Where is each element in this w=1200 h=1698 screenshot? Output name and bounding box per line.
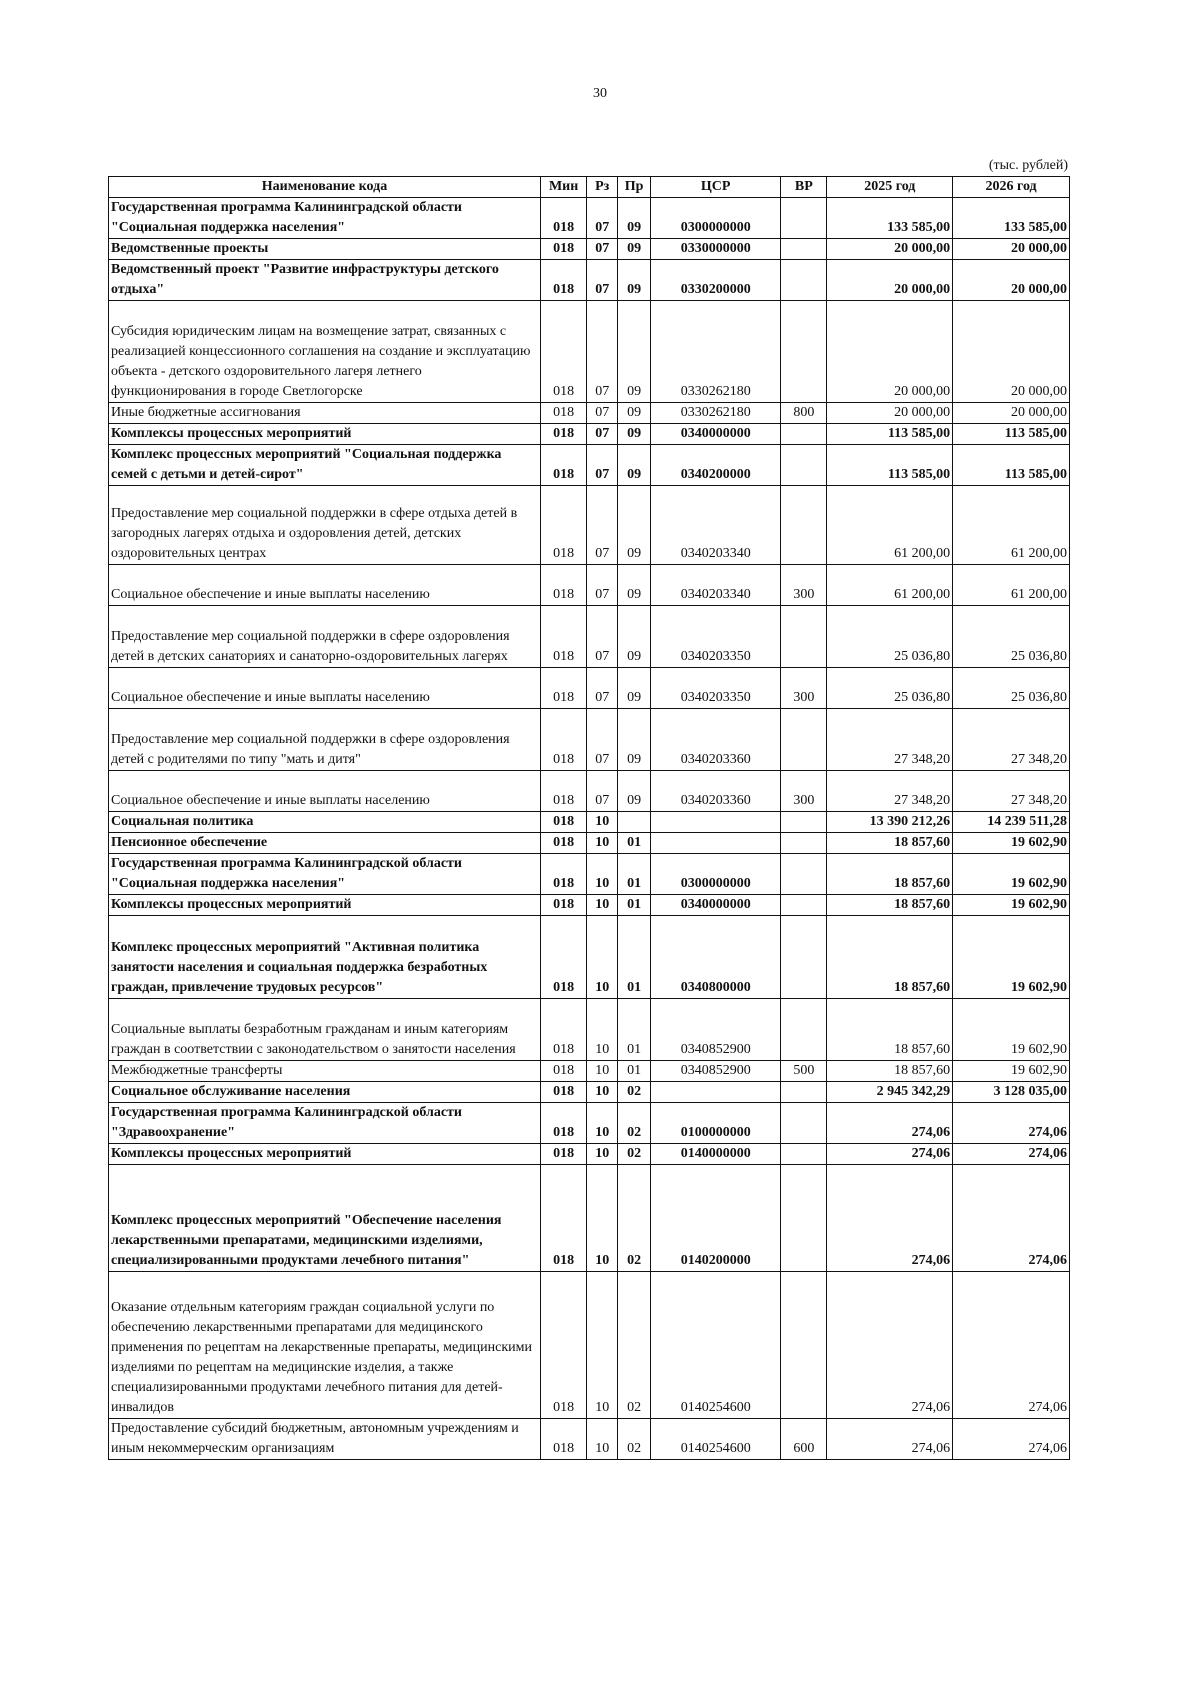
cell-csr: 0340203350 xyxy=(651,606,781,668)
cell-vr xyxy=(781,1103,827,1144)
cell-csr: 0340203340 xyxy=(651,486,781,565)
cell-min: 018 xyxy=(541,239,587,260)
table-row xyxy=(109,895,1070,916)
column-header: ВР xyxy=(781,177,827,198)
cell-y2026: 27 348,20 xyxy=(953,771,1070,812)
cell-min: 018 xyxy=(541,1103,587,1144)
table-row xyxy=(109,1103,1070,1144)
cell-name: Социальное обеспечение и иные выплаты населению xyxy=(109,668,541,709)
table-row xyxy=(109,1082,1070,1103)
cell-min: 018 xyxy=(541,833,587,854)
cell-vr xyxy=(781,486,827,565)
cell-min: 018 xyxy=(541,1419,587,1460)
cell-y2025: 20 000,00 xyxy=(827,239,953,260)
cell-csr xyxy=(651,833,781,854)
cell-y2025: 18 857,60 xyxy=(827,895,953,916)
cell-min: 018 xyxy=(541,854,587,895)
cell-vr: 300 xyxy=(781,668,827,709)
cell-csr xyxy=(651,1082,781,1103)
table-row xyxy=(109,403,1070,424)
cell-rz: 07 xyxy=(587,606,618,668)
cell-vr xyxy=(781,833,827,854)
column-header: 2025 год xyxy=(827,177,953,198)
units-note: (тыс. рублей) xyxy=(988,158,1068,173)
cell-name: Социальная политика xyxy=(109,812,541,833)
table-row xyxy=(109,260,1070,301)
cell-y2025: 274,06 xyxy=(827,1272,953,1419)
table-row xyxy=(109,812,1070,833)
cell-y2025: 113 585,00 xyxy=(827,445,953,486)
cell-rz: 07 xyxy=(587,486,618,565)
cell-name: Предоставление мер социальной поддержки в сфере отдыха детей в загородных лагерях отдыха и оздоровления детей, детских оздоровительных центрах xyxy=(109,486,541,565)
cell-y2026: 61 200,00 xyxy=(953,486,1070,565)
cell-csr: 0340203340 xyxy=(651,565,781,606)
cell-name: Иные бюджетные ассигнования xyxy=(109,403,541,424)
cell-min: 018 xyxy=(541,916,587,999)
cell-csr: 0340000000 xyxy=(651,424,781,445)
cell-y2026: 274,06 xyxy=(953,1144,1070,1165)
cell-pr: 01 xyxy=(618,999,651,1061)
cell-vr xyxy=(781,812,827,833)
table-row xyxy=(109,1061,1070,1082)
cell-csr: 0140254600 xyxy=(651,1272,781,1419)
cell-name: Комплекс процессных мероприятий "Социальная поддержка семей с детьми и детей-сирот" xyxy=(109,445,541,486)
cell-y2025: 274,06 xyxy=(827,1103,953,1144)
cell-y2026: 20 000,00 xyxy=(953,403,1070,424)
cell-min: 018 xyxy=(541,565,587,606)
cell-vr: 300 xyxy=(781,771,827,812)
cell-name: Социальное обеспечение и иные выплаты населению xyxy=(109,771,541,812)
cell-rz: 07 xyxy=(587,565,618,606)
table-row xyxy=(109,486,1070,565)
cell-csr: 0100000000 xyxy=(651,1103,781,1144)
cell-name: Субсидия юридическим лицам на возмещение затрат, связанных с реализацией концессионного соглашения на создание и эксплуатацию объекта - детского оздоровительного лагеря летнего функционирования в городе Светлогорске xyxy=(109,301,541,403)
cell-y2025: 133 585,00 xyxy=(827,198,953,239)
cell-name: Государственная программа Калининградской области "Здравоохранение" xyxy=(109,1103,541,1144)
cell-y2026: 20 000,00 xyxy=(953,239,1070,260)
cell-min: 018 xyxy=(541,895,587,916)
cell-pr: 01 xyxy=(618,1061,651,1082)
cell-y2026: 19 602,90 xyxy=(953,833,1070,854)
cell-vr: 500 xyxy=(781,1061,827,1082)
cell-csr: 0340852900 xyxy=(651,1061,781,1082)
cell-rz: 07 xyxy=(587,709,618,771)
cell-pr: 01 xyxy=(618,833,651,854)
table-row xyxy=(109,668,1070,709)
cell-name: Комплекс процессных мероприятий "Обеспечение населения лекарственными препаратами, медицинскими изделиями, специализированными продуктами лечебного питания" xyxy=(109,1165,541,1272)
cell-rz: 07 xyxy=(587,301,618,403)
table-row xyxy=(109,198,1070,239)
cell-pr: 02 xyxy=(618,1144,651,1165)
cell-csr: 0330000000 xyxy=(651,239,781,260)
column-header: 2026 год xyxy=(953,177,1070,198)
cell-y2025: 18 857,60 xyxy=(827,833,953,854)
cell-csr: 0340203350 xyxy=(651,668,781,709)
cell-pr: 09 xyxy=(618,606,651,668)
cell-rz: 07 xyxy=(587,668,618,709)
cell-vr xyxy=(781,301,827,403)
cell-csr: 0300000000 xyxy=(651,198,781,239)
cell-pr: 09 xyxy=(618,668,651,709)
cell-min: 018 xyxy=(541,403,587,424)
column-header: Пр xyxy=(618,177,651,198)
cell-y2025: 20 000,00 xyxy=(827,260,953,301)
cell-rz: 10 xyxy=(587,854,618,895)
cell-pr: 09 xyxy=(618,486,651,565)
cell-name: Межбюджетные трансферты xyxy=(109,1061,541,1082)
cell-vr xyxy=(781,445,827,486)
cell-rz: 10 xyxy=(587,812,618,833)
page-number: 30 xyxy=(593,86,607,101)
cell-pr: 01 xyxy=(618,916,651,999)
cell-y2026: 133 585,00 xyxy=(953,198,1070,239)
cell-csr: 0340200000 xyxy=(651,445,781,486)
cell-min: 018 xyxy=(541,1272,587,1419)
cell-y2025: 27 348,20 xyxy=(827,771,953,812)
cell-rz: 10 xyxy=(587,1419,618,1460)
cell-name: Социальные выплаты безработным гражданам и иным категориям граждан в соответствии с законодательством о занятости населения xyxy=(109,999,541,1061)
cell-y2026: 20 000,00 xyxy=(953,301,1070,403)
cell-pr: 09 xyxy=(618,771,651,812)
cell-rz: 07 xyxy=(587,771,618,812)
cell-y2026: 19 602,90 xyxy=(953,854,1070,895)
cell-y2025: 27 348,20 xyxy=(827,709,953,771)
cell-csr: 0340800000 xyxy=(651,916,781,999)
table-row xyxy=(109,1144,1070,1165)
cell-y2026: 25 036,80 xyxy=(953,668,1070,709)
cell-y2026: 19 602,90 xyxy=(953,895,1070,916)
cell-name: Социальное обслуживание населения xyxy=(109,1082,541,1103)
cell-pr: 02 xyxy=(618,1272,651,1419)
cell-name: Государственная программа Калининградской области "Социальная поддержка населения" xyxy=(109,198,541,239)
cell-csr: 0330262180 xyxy=(651,301,781,403)
cell-pr: 02 xyxy=(618,1165,651,1272)
cell-csr: 0300000000 xyxy=(651,854,781,895)
cell-csr: 0340852900 xyxy=(651,999,781,1061)
cell-vr xyxy=(781,999,827,1061)
cell-name: Комплексы процессных мероприятий xyxy=(109,895,541,916)
cell-vr xyxy=(781,260,827,301)
cell-min: 018 xyxy=(541,812,587,833)
cell-min: 018 xyxy=(541,999,587,1061)
cell-vr xyxy=(781,606,827,668)
cell-vr xyxy=(781,1082,827,1103)
cell-pr: 09 xyxy=(618,424,651,445)
cell-vr xyxy=(781,239,827,260)
cell-rz: 07 xyxy=(587,403,618,424)
table-row xyxy=(109,301,1070,403)
table-row xyxy=(109,771,1070,812)
column-header: Мин xyxy=(541,177,587,198)
cell-pr: 09 xyxy=(618,403,651,424)
cell-rz: 10 xyxy=(587,1144,618,1165)
cell-rz: 07 xyxy=(587,198,618,239)
cell-csr: 0330200000 xyxy=(651,260,781,301)
cell-pr: 01 xyxy=(618,854,651,895)
cell-min: 018 xyxy=(541,771,587,812)
cell-min: 018 xyxy=(541,1082,587,1103)
cell-pr: 09 xyxy=(618,260,651,301)
cell-name: Оказание отдельным категориям граждан социальной услуги по обеспечению лекарственными препаратами для медицинского применения по рецептам на лекарственные препараты, медицинскими изделиями по рецептам на медицинские изделия, а также специализированными продуктами лечебного питания для детей-инвалидов xyxy=(109,1272,541,1419)
cell-name: Пенсионное обеспечение xyxy=(109,833,541,854)
cell-pr: 02 xyxy=(618,1082,651,1103)
table-row xyxy=(109,606,1070,668)
cell-vr xyxy=(781,916,827,999)
cell-rz: 10 xyxy=(587,1061,618,1082)
cell-y2026: 19 602,90 xyxy=(953,1061,1070,1082)
cell-vr xyxy=(781,198,827,239)
cell-min: 018 xyxy=(541,445,587,486)
cell-y2025: 274,06 xyxy=(827,1144,953,1165)
cell-vr xyxy=(781,854,827,895)
cell-y2026: 274,06 xyxy=(953,1165,1070,1272)
cell-csr: 0340000000 xyxy=(651,895,781,916)
cell-y2026: 274,06 xyxy=(953,1419,1070,1460)
cell-y2026: 3 128 035,00 xyxy=(953,1082,1070,1103)
cell-pr: 09 xyxy=(618,709,651,771)
cell-vr xyxy=(781,1144,827,1165)
cell-csr: 0340203360 xyxy=(651,709,781,771)
cell-csr: 0140254600 xyxy=(651,1419,781,1460)
cell-y2025: 18 857,60 xyxy=(827,854,953,895)
cell-min: 018 xyxy=(541,301,587,403)
cell-y2025: 61 200,00 xyxy=(827,486,953,565)
cell-y2026: 14 239 511,28 xyxy=(953,812,1070,833)
cell-y2026: 25 036,80 xyxy=(953,606,1070,668)
cell-vr xyxy=(781,895,827,916)
cell-csr: 0140000000 xyxy=(651,1144,781,1165)
cell-rz: 10 xyxy=(587,833,618,854)
cell-y2025: 25 036,80 xyxy=(827,606,953,668)
table-row xyxy=(109,424,1070,445)
cell-rz: 07 xyxy=(587,424,618,445)
cell-rz: 10 xyxy=(587,1272,618,1419)
cell-rz: 10 xyxy=(587,1103,618,1144)
table-row xyxy=(109,854,1070,895)
cell-min: 018 xyxy=(541,709,587,771)
cell-csr xyxy=(651,812,781,833)
cell-y2026: 274,06 xyxy=(953,1103,1070,1144)
cell-y2026: 20 000,00 xyxy=(953,260,1070,301)
cell-y2025: 20 000,00 xyxy=(827,403,953,424)
cell-y2025: 2 945 342,29 xyxy=(827,1082,953,1103)
cell-vr: 300 xyxy=(781,565,827,606)
cell-min: 018 xyxy=(541,486,587,565)
cell-rz: 10 xyxy=(587,916,618,999)
table-row xyxy=(109,916,1070,999)
cell-rz: 10 xyxy=(587,1082,618,1103)
cell-min: 018 xyxy=(541,424,587,445)
cell-pr: 09 xyxy=(618,301,651,403)
table-row xyxy=(109,1165,1070,1272)
cell-y2025: 25 036,80 xyxy=(827,668,953,709)
cell-pr: 02 xyxy=(618,1419,651,1460)
table-row xyxy=(109,445,1070,486)
cell-y2026: 113 585,00 xyxy=(953,424,1070,445)
cell-min: 018 xyxy=(541,668,587,709)
cell-name: Предоставление мер социальной поддержки в сфере оздоровления детей с родителями по типу "мать и дитя" xyxy=(109,709,541,771)
cell-y2025: 274,06 xyxy=(827,1419,953,1460)
table-row xyxy=(109,565,1070,606)
cell-vr: 600 xyxy=(781,1419,827,1460)
cell-y2025: 113 585,00 xyxy=(827,424,953,445)
cell-y2026: 19 602,90 xyxy=(953,916,1070,999)
cell-min: 018 xyxy=(541,260,587,301)
cell-rz: 07 xyxy=(587,260,618,301)
table-header-row xyxy=(109,177,1070,198)
budget-table xyxy=(108,176,1070,1460)
cell-pr: 09 xyxy=(618,198,651,239)
table-row xyxy=(109,239,1070,260)
cell-vr xyxy=(781,424,827,445)
cell-name: Ведомственный проект "Развитие инфраструктуры детского отдыха" xyxy=(109,260,541,301)
cell-min: 018 xyxy=(541,606,587,668)
cell-rz: 07 xyxy=(587,239,618,260)
cell-rz: 10 xyxy=(587,895,618,916)
cell-rz: 10 xyxy=(587,1165,618,1272)
cell-pr: 01 xyxy=(618,895,651,916)
cell-pr: 09 xyxy=(618,445,651,486)
cell-pr: 09 xyxy=(618,565,651,606)
column-header: ЦСР xyxy=(651,177,781,198)
cell-name: Комплексы процессных мероприятий xyxy=(109,1144,541,1165)
table-row xyxy=(109,1272,1070,1419)
cell-name: Государственная программа Калининградской области "Социальная поддержка населения" xyxy=(109,854,541,895)
table-row xyxy=(109,833,1070,854)
cell-y2026: 113 585,00 xyxy=(953,445,1070,486)
cell-y2025: 18 857,60 xyxy=(827,999,953,1061)
cell-csr: 0340203360 xyxy=(651,771,781,812)
cell-y2025: 18 857,60 xyxy=(827,1061,953,1082)
cell-y2025: 61 200,00 xyxy=(827,565,953,606)
cell-y2025: 13 390 212,26 xyxy=(827,812,953,833)
table-row xyxy=(109,709,1070,771)
cell-vr: 800 xyxy=(781,403,827,424)
cell-y2025: 20 000,00 xyxy=(827,301,953,403)
cell-rz: 10 xyxy=(587,999,618,1061)
cell-name: Социальное обеспечение и иные выплаты населению xyxy=(109,565,541,606)
cell-name: Предоставление субсидий бюджетным, автономным учреждениям и иным некоммерческим организациям xyxy=(109,1419,541,1460)
cell-vr xyxy=(781,709,827,771)
column-header: Наименование кода xyxy=(109,177,541,198)
cell-pr: 09 xyxy=(618,239,651,260)
cell-y2025: 274,06 xyxy=(827,1165,953,1272)
cell-min: 018 xyxy=(541,1144,587,1165)
column-header: Рз xyxy=(587,177,618,198)
cell-csr: 0330262180 xyxy=(651,403,781,424)
cell-min: 018 xyxy=(541,198,587,239)
cell-name: Комплексы процессных мероприятий xyxy=(109,424,541,445)
cell-min: 018 xyxy=(541,1061,587,1082)
cell-csr: 0140200000 xyxy=(651,1165,781,1272)
cell-pr: 02 xyxy=(618,1103,651,1144)
cell-name: Комплекс процессных мероприятий "Активная политика занятости населения и социальная поддержка безработных граждан, привлечение трудовых ресурсов" xyxy=(109,916,541,999)
cell-vr xyxy=(781,1272,827,1419)
cell-pr xyxy=(618,812,651,833)
cell-rz: 07 xyxy=(587,445,618,486)
cell-y2025: 18 857,60 xyxy=(827,916,953,999)
cell-name: Ведомственные проекты xyxy=(109,239,541,260)
table-row xyxy=(109,1419,1070,1460)
table-row xyxy=(109,999,1070,1061)
cell-y2026: 27 348,20 xyxy=(953,709,1070,771)
cell-y2026: 61 200,00 xyxy=(953,565,1070,606)
cell-name: Предоставление мер социальной поддержки в сфере оздоровления детей в детских санаториях и санаторно-оздоровительных лагерях xyxy=(109,606,541,668)
cell-vr xyxy=(781,1165,827,1272)
cell-y2026: 274,06 xyxy=(953,1272,1070,1419)
cell-min: 018 xyxy=(541,1165,587,1272)
cell-y2026: 19 602,90 xyxy=(953,999,1070,1061)
